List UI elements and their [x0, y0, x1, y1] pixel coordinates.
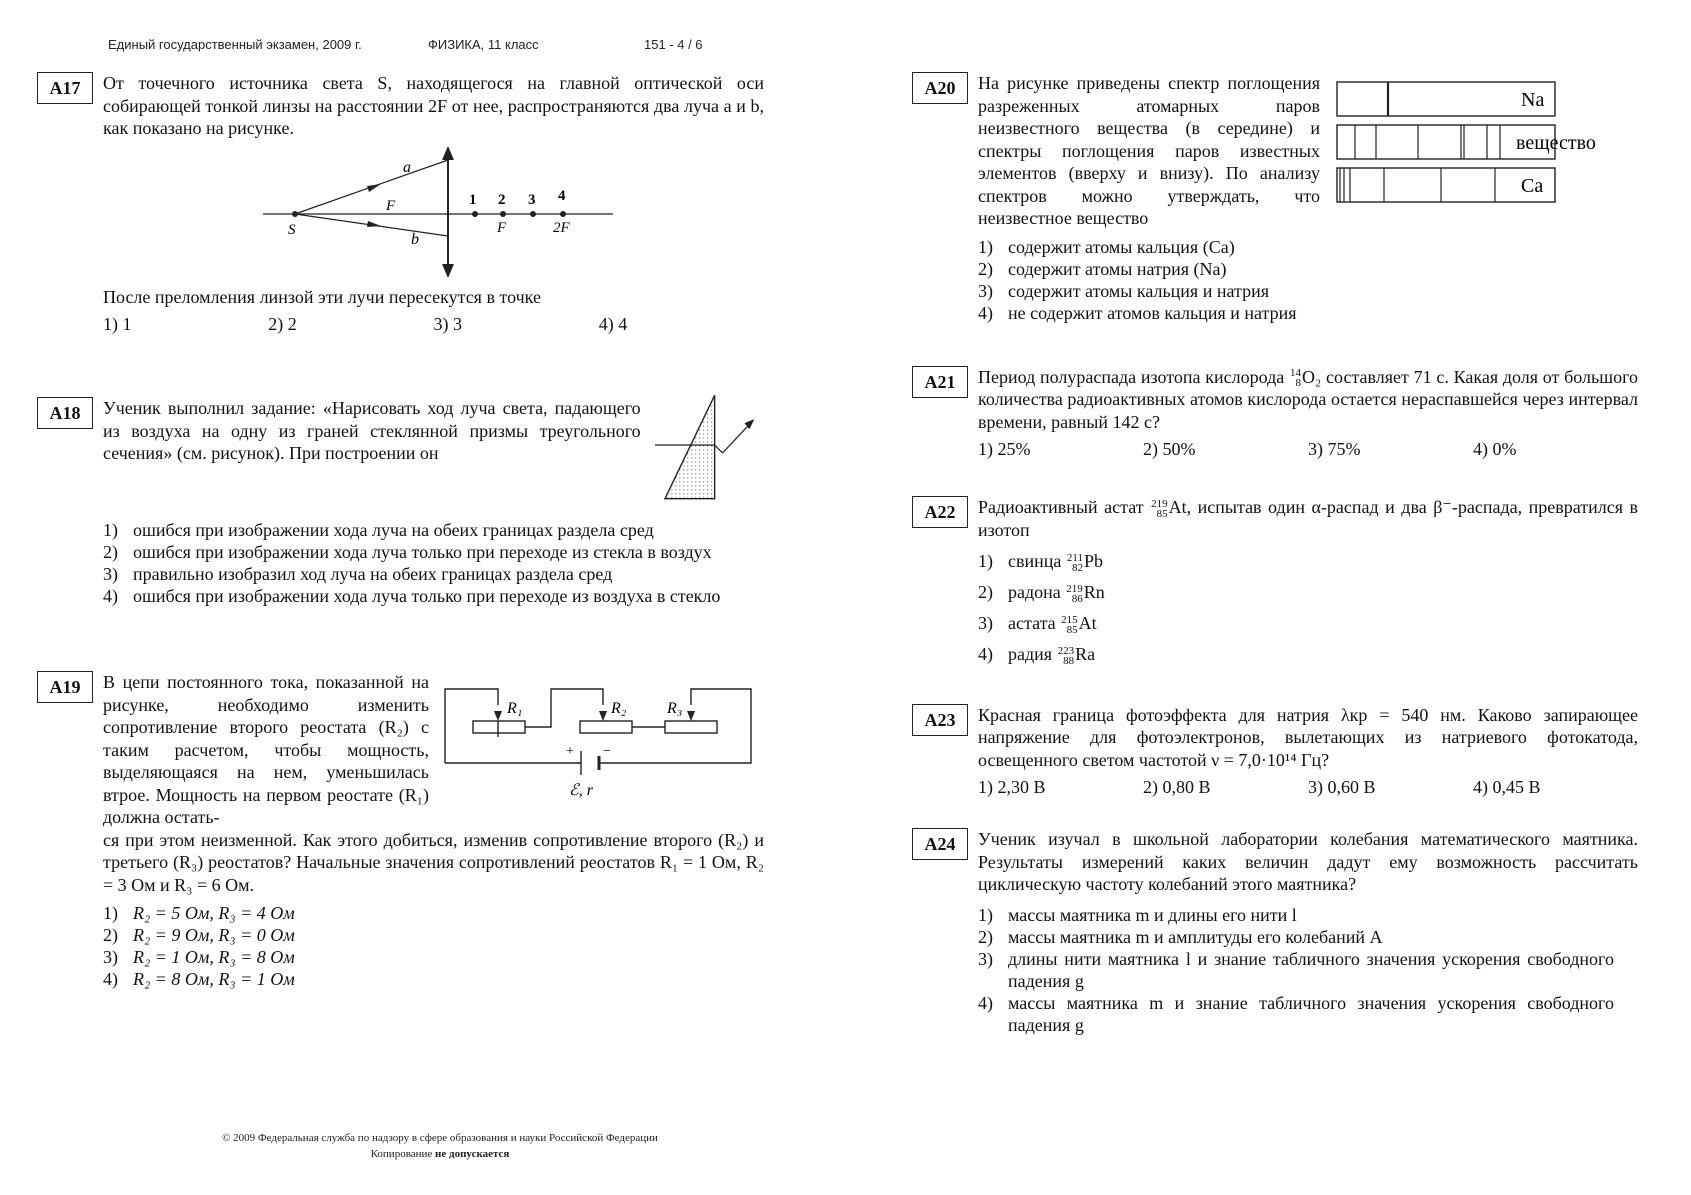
answer-option[interactable]: 4) 0,45 В — [1473, 777, 1541, 798]
question-text: Радиоактивный астат 219 85 At, испытав один α-распад и два β⁻-распада, превратился в изотоп — [978, 497, 1638, 541]
r2-label: R₂ — [611, 700, 627, 717]
question-label: А18 — [37, 397, 93, 429]
copyright-line: © 2009 Федеральная служба по надзору в сфере образования и науки Российской Федерации — [222, 1132, 658, 1144]
source-label: S — [288, 221, 296, 238]
header-exam: Единый государственный экзамен, 2009 г. — [108, 37, 362, 52]
answer-option[interactable]: 1) 25% — [978, 439, 1031, 460]
question-text: Ученик изучал в школьной лаборатории колебания математического маятника. Результаты измерений каких величин дадут ему возможность рассчитать циклическую частоту колебаний этого маятника? — [978, 829, 1638, 895]
question-prompt: После преломления линзой эти лучи пересекутся в точке — [103, 286, 541, 307]
right-focus-label: F — [497, 219, 507, 236]
answer-option[interactable]: 2) 0,80 В — [1143, 777, 1211, 798]
answer-option[interactable]: 4) не содержит атомов кальция и натрия — [978, 302, 1297, 323]
header-page-number: 151 - 4 / 6 — [644, 37, 703, 52]
spectra-diagram — [1336, 80, 1626, 210]
r1-label: R₁ — [507, 700, 523, 717]
answer-option[interactable]: 3) R₂ = 1 Ом, R₃ = 8 Ом — [103, 947, 295, 967]
point-2-label: 2 — [498, 191, 506, 208]
answer-option[interactable]: 2) R₂ = 9 Ом, R₃ = 0 Ом — [103, 925, 295, 945]
question-a20 — [912, 72, 1638, 324]
answer-option[interactable]: 1) 1 — [103, 314, 132, 334]
options-list — [978, 904, 1614, 1036]
circuit-diagram — [443, 677, 763, 805]
answer-option[interactable]: 4) радия 223 88 Ra — [978, 643, 1096, 667]
answer-option[interactable]: 1) массы маятника m и длины его нити l — [978, 904, 1297, 925]
answer-option[interactable]: 1) R₂ = 5 Ом, R₃ = 4 Ом — [103, 903, 295, 923]
question-a22 — [912, 496, 1638, 669]
answer-option[interactable]: 3) 3 — [433, 314, 462, 334]
point-1-label: 1 — [469, 191, 477, 208]
ray-a-label: a — [403, 158, 411, 176]
double-focus-label: 2F — [553, 219, 570, 236]
options-list — [103, 902, 764, 990]
source-label: ℰ, r — [569, 782, 593, 799]
answer-option[interactable]: 1) ошибся при изображении хода луча на обеих границах раздела сред — [103, 520, 654, 540]
plus-terminal: + — [566, 744, 574, 759]
answer-option[interactable]: 2) массы маятника m и амплитуды его колебаний A — [978, 926, 1383, 947]
question-a21 — [912, 366, 1638, 461]
answer-option[interactable]: 4) 4 — [598, 314, 628, 334]
question-text: Ученик выполнил задание: «Нарисовать ход луча света, падающего из воздуха на одну из граней стеклянной призмы треугольного сечения» (см. рисунок). При построении он — [103, 398, 641, 463]
question-a23 — [912, 704, 1638, 799]
question-a19 — [37, 671, 764, 990]
question-label: А20 — [912, 72, 968, 104]
answer-option[interactable]: 3) 75% — [1308, 439, 1361, 460]
question-label: А22 — [912, 496, 968, 528]
answer-option[interactable]: 2) 50% — [1143, 439, 1196, 460]
question-text: На рисунке приведены спектр поглощения разреженных атомарных паров неизвестного вещества (в середине) и спектры поглощения паров известных элементов (вверху и внизу). По анализу спектров можно утверждать, что неизвестное вещество — [978, 73, 1320, 228]
answer-option[interactable]: 2) содержит атомы натрия (Na) — [978, 258, 1227, 279]
answer-option[interactable]: 3) правильно изобразил ход луча на обеих границах раздела сред — [103, 564, 613, 584]
options-list — [103, 519, 764, 607]
answer-option[interactable]: 4) массы маятника m и знание табличного значения ускорения свободного падения g — [978, 992, 1614, 1035]
right-column — [912, 72, 1638, 1036]
point-4-label: 4 — [558, 187, 566, 204]
header-subject: ФИЗИКА, 11 класс — [428, 37, 539, 52]
answer-option[interactable]: 1) 2,30 В — [978, 777, 1046, 798]
question-text: Красная граница фотоэффекта для натрия λкр = 540 нм. Каково запирающее напряжение для фотоэлектронов, вылетающих из натриевого фотокатода, освещенного светом частотой ν = 7,0·10¹⁴ Гц? — [978, 704, 1638, 770]
left-focus-label: F — [386, 197, 396, 214]
question-a24 — [912, 828, 1638, 1036]
question-a17 — [37, 72, 764, 335]
options-row — [103, 314, 764, 335]
question-text: Период полураспада изотопа кислорода 14 8 O₂ составляет 71 с. Какая доля от большого количества радиоактивных атомов кислорода остается нераспавшейся через интервал времени, равный 142 с? — [978, 366, 1639, 432]
answer-option[interactable]: 3) 0,60 В — [1308, 777, 1376, 798]
left-column — [37, 72, 764, 990]
answer-option[interactable]: 2) ошибся при изображении хода луча только при переходе из стекла в воздух — [103, 542, 712, 562]
astatine-isotope: 219 85 — [1151, 498, 1168, 521]
sodium-label: Na — [1521, 89, 1545, 111]
answer-option[interactable]: 2) 2 — [268, 314, 297, 334]
question-text: От точечного источника света S, находящегося на главной оптической оси собирающей тонкой линзы на расстоянии 2F от нее, распространяются два луча a и b, как показано на рисунке. — [103, 73, 764, 138]
answer-option[interactable]: 3) длины нити маятника l и знание табличного значения ускорения свободного падения g — [978, 948, 1614, 991]
question-label: А21 — [912, 366, 968, 398]
point-3-label: 3 — [528, 191, 536, 208]
lens-ray-diagram — [263, 144, 623, 284]
question-label: А23 — [912, 704, 968, 736]
r3-label: R₃ — [667, 700, 683, 717]
question-label: А24 — [912, 828, 968, 860]
question-text-top: В цепи постоянного тока, показанной на рисунке, необходимо изменить сопротивление второго реостата (R₂) с таким расчетом, чтобы мощность, выделяющаяся на нем, уменьшилась втрое. Мощность на первом реостате (R₁) должна остать- — [103, 672, 429, 827]
answer-option[interactable]: 2) радона 219 86 Rn — [978, 581, 1105, 605]
answer-option[interactable]: 3) астата 215 85 At — [978, 612, 1097, 636]
oxygen-isotope: 14 8 — [1289, 367, 1301, 390]
copy-notice: Копирование не допускается — [370, 1148, 510, 1160]
answer-option[interactable]: 1) содержит атомы кальция (Ca) — [978, 236, 1235, 257]
question-label: А19 — [37, 671, 93, 703]
prism-diagram — [655, 393, 764, 503]
answer-option[interactable]: 4) 0% — [1473, 439, 1517, 460]
question-a18 — [37, 397, 764, 607]
answer-option[interactable]: 1) свинца 211 82 Pb — [978, 550, 1103, 574]
answer-option[interactable]: 4) ошибся при изображении хода луча только при переходе из воздуха в стекло — [103, 586, 721, 606]
options-list — [978, 236, 1638, 324]
calcium-label: Ca — [1521, 175, 1544, 197]
options-row — [978, 777, 1638, 798]
question-text-bottom: ся при этом неизменной. Как этого добиться, изменив сопротивление второго (R₂) и третьего (R₃) реостатов? Начальные значения сопротивлений реостатов R₁ = 1 Ом, R₂ = 3 Ом и R₃ = 6 Ом. — [103, 829, 764, 895]
unknown-substance-label: вещество — [1516, 132, 1596, 154]
ray-b-label: b — [411, 230, 419, 248]
minus-terminal: − — [603, 744, 611, 759]
options-list — [978, 546, 1638, 670]
options-row — [978, 439, 1638, 460]
question-label: А17 — [37, 72, 93, 104]
footer — [105, 1130, 775, 1162]
answer-option[interactable]: 4) R₂ = 8 Ом, R₃ = 1 Ом — [103, 969, 295, 989]
answer-option[interactable]: 3) содержит атомы кальция и натрия — [978, 280, 1269, 301]
